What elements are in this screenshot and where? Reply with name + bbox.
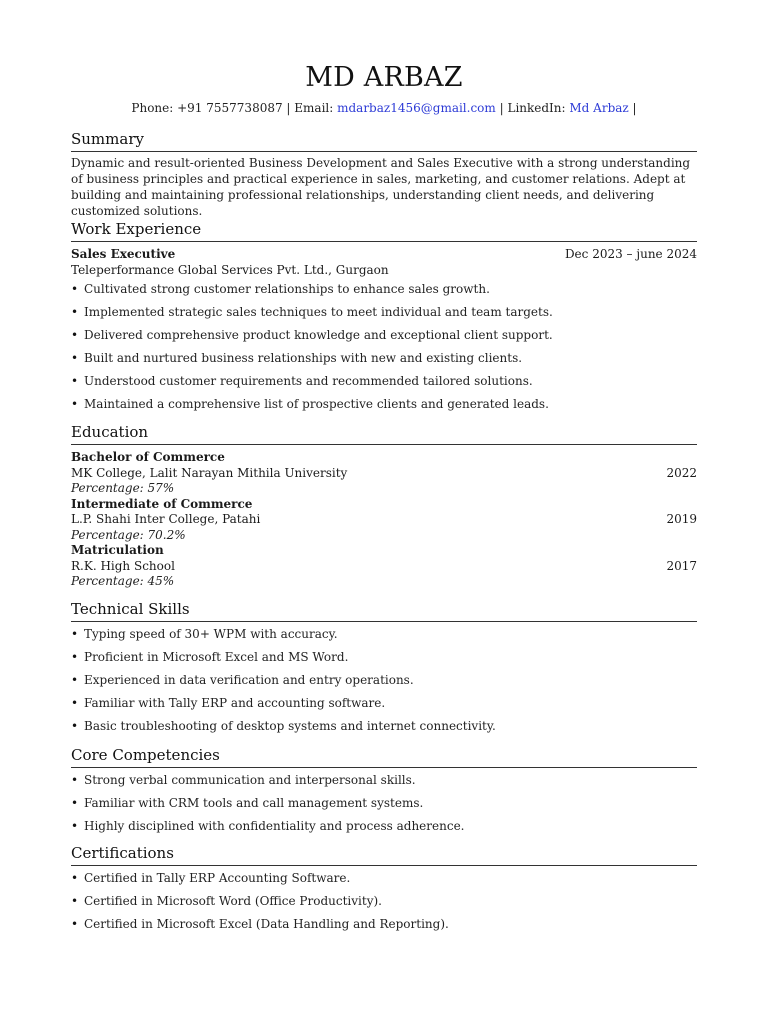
school-name: R.K. High School xyxy=(71,558,175,573)
education-year: 2017 xyxy=(666,558,697,573)
core-section xyxy=(71,746,697,842)
work-header-row xyxy=(71,247,697,263)
list-item: • Certified in Tally ERP Accounting Software. xyxy=(71,871,697,887)
work-section xyxy=(71,220,697,420)
education-percentage: Percentage: 70.2% xyxy=(71,527,186,542)
list-item: • Certified in Microsoft Word (Office Productivity). xyxy=(71,894,697,910)
work-title: Work Experience xyxy=(71,220,697,242)
technical-title: Technical Skills xyxy=(71,600,697,622)
education-row xyxy=(71,559,697,575)
education-row xyxy=(71,466,697,482)
phone-text: Phone: +91 7557738087 | Email: xyxy=(131,101,338,115)
technical-bullets xyxy=(71,627,697,735)
core-bullets xyxy=(71,773,697,835)
list-item: • Understood customer requirements and recommended tailored solutions. xyxy=(71,374,697,390)
education-percentage: Percentage: 45% xyxy=(71,574,175,588)
work-bullets xyxy=(71,282,697,413)
linkedin-link[interactable]: Md Arbaz xyxy=(569,101,629,115)
education-year: 2022 xyxy=(666,465,697,480)
school-name: L.P. Shahi Inter College, Patahi xyxy=(71,512,261,526)
school-name: MK College, Lalit Narayan Mithila University xyxy=(71,465,348,480)
list-item: • Delivered comprehensive product knowledge and exceptional client support. xyxy=(71,328,697,344)
list-item: • Cultivated strong customer relationships to enhance sales growth. xyxy=(71,282,697,298)
education-percentage: Percentage: 57% xyxy=(71,481,175,495)
education-title: Education xyxy=(71,423,697,445)
summary-title: Summary xyxy=(71,130,697,152)
list-item: • Implemented strategic sales techniques to meet individual and team targets. xyxy=(71,305,697,321)
list-item: • Basic troubleshooting of desktop systems and internet connectivity. xyxy=(71,719,697,735)
education-entry xyxy=(71,450,697,497)
certifications-bullets xyxy=(71,871,697,933)
list-item: • Strong verbal communication and interpersonal skills. xyxy=(71,773,697,789)
work-role: Sales Executive xyxy=(71,247,176,261)
work-company: Teleperformance Global Services Pvt. Ltd., Gurgaon xyxy=(71,262,389,277)
list-item: • Familiar with CRM tools and call management systems. xyxy=(71,796,697,812)
list-item: • Familiar with Tally ERP and accounting software. xyxy=(71,696,697,712)
candidate-name: MD ARBAZ xyxy=(305,62,463,93)
degree-name: Intermediate of Commerce xyxy=(71,496,253,511)
degree-name: Matriculation xyxy=(71,543,164,557)
contact-trailing: | xyxy=(628,101,637,115)
education-row xyxy=(71,512,697,528)
technical-section xyxy=(71,600,697,742)
list-item: • Certified in Microsoft Excel (Data Handling and Reporting). xyxy=(71,917,697,933)
contact-line xyxy=(0,101,768,115)
education-section xyxy=(71,423,697,590)
summary-section xyxy=(71,130,697,219)
education-entry xyxy=(71,497,697,544)
email-link[interactable]: mdarbaz1456@gmail.com xyxy=(337,101,496,115)
list-item: • Highly disciplined with confidentiality and process adherence. xyxy=(71,819,697,835)
education-year: 2019 xyxy=(666,512,697,526)
list-item: • Maintained a comprehensive list of prospective clients and generated leads. xyxy=(71,397,697,413)
linkedin-label: | LinkedIn: xyxy=(495,101,570,115)
certifications-title: Certifications xyxy=(71,844,697,866)
education-entry xyxy=(71,543,697,590)
summary-text: Dynamic and result-oriented Business Development and Sales Executive with a strong understanding of business principles and practical experience in sales, marketing, and customer relations. Adept at building and maintaining professional relationships, understanding client needs, and delivering customized solutions. xyxy=(71,156,691,218)
list-item: • Built and nurtured business relationships with new and existing clients. xyxy=(71,351,697,367)
degree-name: Bachelor of Commerce xyxy=(71,450,225,464)
work-dates: Dec 2023 – june 2024 xyxy=(564,247,697,261)
list-item: • Proficient in Microsoft Excel and MS Word. xyxy=(71,650,697,666)
core-title: Core Competencies xyxy=(71,746,697,768)
certifications-section xyxy=(71,844,697,940)
list-item: • Experienced in data verification and entry operations. xyxy=(71,673,697,689)
list-item: • Typing speed of 30+ WPM with accuracy. xyxy=(71,627,697,643)
